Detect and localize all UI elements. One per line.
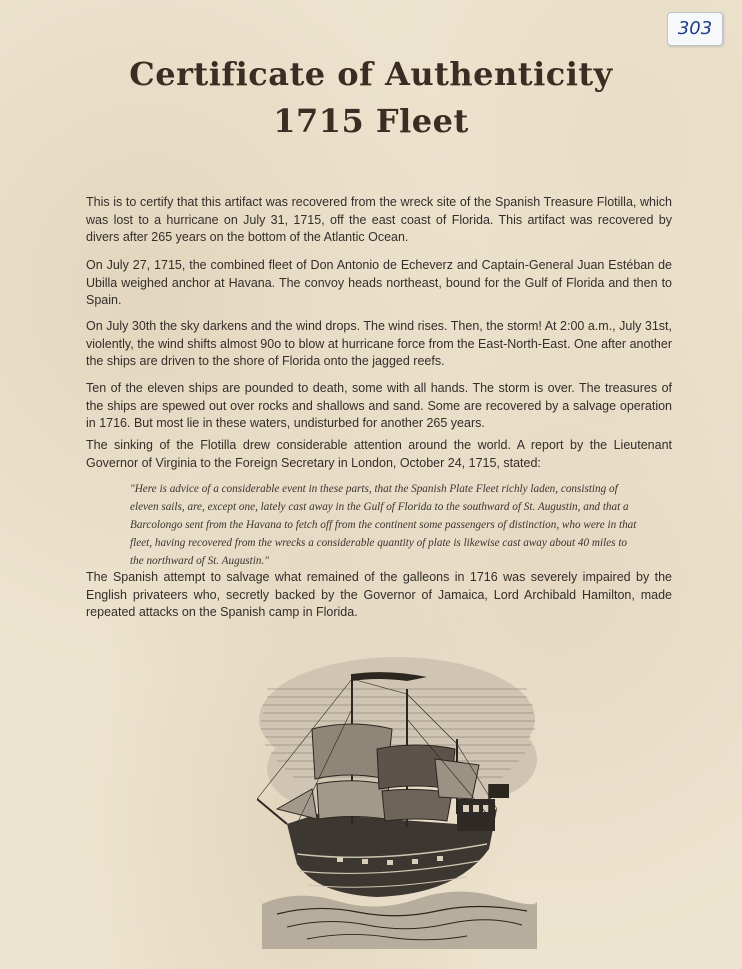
paragraph-certification: This is to certify that this artifact was recovered from the wreck site of the Spanish Treasure Flotilla, which was lost to a hurricane on July 31, 1715, off the east coast of Florida. This artifact was recovered by divers after 265 years on the bottom of the Atlantic Ocean. bbox=[86, 195, 672, 244]
paragraph-departure: On July 27, 1715, the combined fleet of Don Antonio de Echeverz and Captain-General Juan Estéban de Ubilla weighed anchor at Havana. The convoy heads northeast, bound for the Gulf of Florida and then to Spain. bbox=[86, 258, 672, 307]
paragraph-wreck: Ten of the eleven ships are pounded to death, some with all hands. The storm is over. The treasures of the ships are spewed out over rocks and shallows and sand. Some are recovered by a salvage operation in 1716. But most lie in these waters, undisturbed for another 265 years. bbox=[86, 381, 672, 430]
governor-quote: "Here is advice of a considerable event in these parts, that the Spanish Plate Fleet richly laden, consisting of eleven sails, are, except one, lately cast away in the Gulf of Florida to the southward of St. Augustin, and that a Barcolongo sent from the Havana to fetch off from the continent some passengers of distinction, who were in that fleet, having recovered from the wrecks a considerable quantity of plate is likewise cast away about 40 miles to the northward of St. Augustin." bbox=[130, 483, 637, 567]
certificate-title: Certificate of Authenticity bbox=[129, 55, 613, 93]
sea-waves bbox=[262, 891, 537, 949]
galleon-illustration bbox=[257, 649, 539, 949]
certificate-subtitle: 1715 Fleet bbox=[273, 102, 469, 140]
paragraph-storm: On July 30th the sky darkens and the wind drops. The wind rises. Then, the storm! At 2:00 a.m., July 31st, violently, the wind shifts almost 90o to blow at hurricane force from the East-North-East. One after another the ships are driven to the shore of Florida onto the jagged reefs. bbox=[86, 319, 672, 368]
paragraph-salvage: The Spanish attempt to salvage what remained of the galleons in 1716 was severely impaired by the English privateers who, secretly backed by the Governor of Jamaica, Lord Archibald Hamilton, made repeated attacks on the Spanish camp in Florida. bbox=[86, 570, 672, 619]
paragraph-report-intro: The sinking of the Flotilla drew considerable attention around the world. A report by the Lieutenant Governor of Virginia to the Foreign Secretary in London, October 24, 1715, stated: bbox=[86, 438, 672, 470]
page-number-label: 303 bbox=[667, 12, 723, 46]
